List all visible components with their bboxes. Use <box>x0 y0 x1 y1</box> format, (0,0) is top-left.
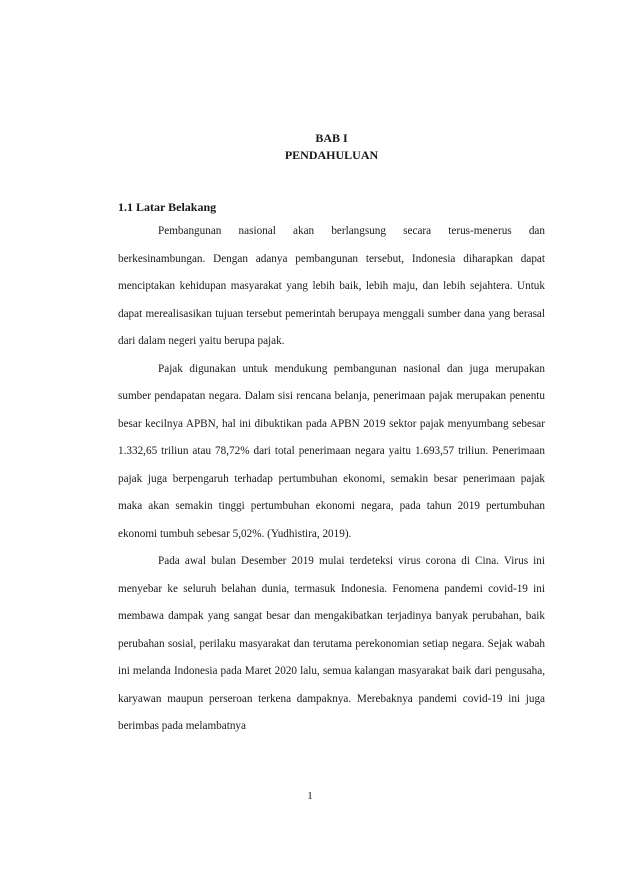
paragraph-1: Pembangunan nasional akan berlangsung secara terus-menerus dan berkesinambungan. Dengan adanya pembangunan tersebut, Indonesia diharapkan dapat menciptakan kehidupan masyarakat yang lebih baik, lebih maju, dan lebih sejahtera. Untuk dapat merealisasikan tujuan tersebut pemerintah berupaya menggali sumber dana yang berasal dari dalam negeri yaitu berupa pajak. <box>118 225 545 347</box>
paragraph-2: Pajak digunakan untuk mendukung pembangunan nasional dan juga merupakan sumber pendapatan negara. Dalam sisi rencana belanja, penerimaan pajak merupakan penentu besar kecilnya APBN, hal ini dibuktikan pada APBN 2019 sektor pajak menyumbang sebesar 1.332,65 triliun atau 78,72% dari total penerimaan negara yaitu 1.693,57 triliun. Penerimaan pajak juga berpengaruh terhadap pertumbuhan ekonomi, semakin besar penerimaan pajak maka akan semakin tinggi pertumbuhan ekonomi negara, pada tahun 2019 pertumbuhan ekonomi tumbuh sebesar 5,02%. (Yudhistira, 2019). <box>118 362 545 540</box>
chapter-title: PENDAHULUAN <box>284 148 379 162</box>
page-number: 1 <box>307 790 313 802</box>
chapter-number: BAB I <box>315 131 348 145</box>
body-text <box>118 218 545 741</box>
paragraph-3: Pada awal bulan Desember 2019 mulai terdeteksi virus corona di Cina. Virus ini menyebar ke seluruh belahan dunia, termasuk Indonesia. Fenomena pandemi covid-19 ini membawa dampak yang sangat besar dan mengakibatkan terjadinya banyak perubahan, baik perubahan sosial, perilaku masyarakat dan terutama perekonomian setiap negara. Sejak wabah ini melanda Indonesia pada Maret 2020 lalu, semua kalangan masyarakat baik dari pengusaha, karyawan maupun perseroan terkena dampaknya. Merebaknya pandemi covid-19 ini juga berimbas pada melambatnya <box>118 555 545 732</box>
section-heading: 1.1 Latar Belakang <box>118 200 217 214</box>
